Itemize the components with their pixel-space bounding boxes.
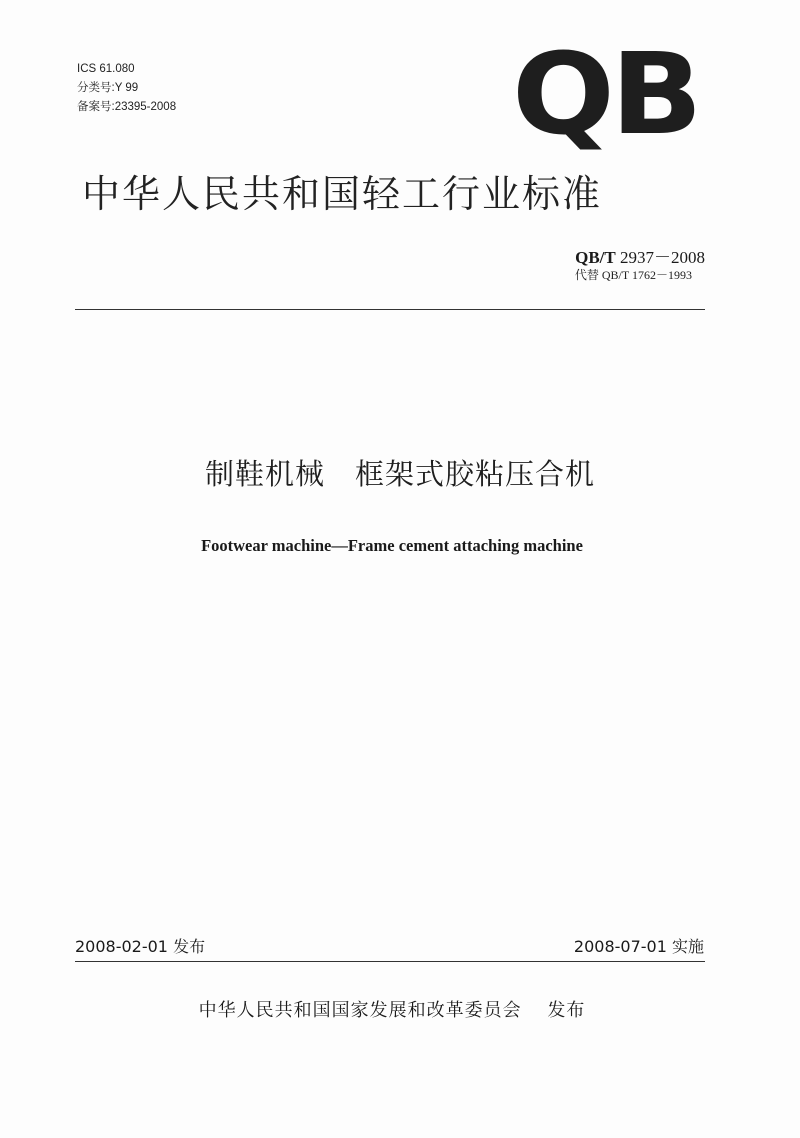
document-title-chinese: 制鞋机械 框架式胶粘压合机 [204, 457, 595, 491]
organization-title: 中华人民共和国轻工行业标准 [82, 172, 603, 216]
publisher-line: 中华人民共和国国家发展和改革委员会 发布 [198, 1000, 586, 1021]
metadata-block [77, 60, 176, 117]
top-divider [75, 309, 705, 310]
issue-date: 2008-02-01 发布 [75, 937, 206, 956]
document-title-english: Footwear machine—Frame cement attaching machine [201, 536, 583, 555]
implementation-date: 2008-07-01 实施 [573, 937, 704, 956]
record-number: 备案号:23395-2008 [77, 101, 177, 113]
replaces-standard: 代替 QB/T 1762－1993 [574, 268, 692, 282]
standard-number-value: 2937－2008 [620, 248, 705, 267]
qb-logo: QB [512, 30, 699, 160]
standard-code: QB/T [575, 248, 616, 267]
classification-number: 分类号:Y 99 [77, 82, 139, 94]
ics-code: ICS 61.080 [77, 63, 135, 75]
bottom-divider [75, 961, 705, 962]
standard-number [575, 243, 705, 268]
